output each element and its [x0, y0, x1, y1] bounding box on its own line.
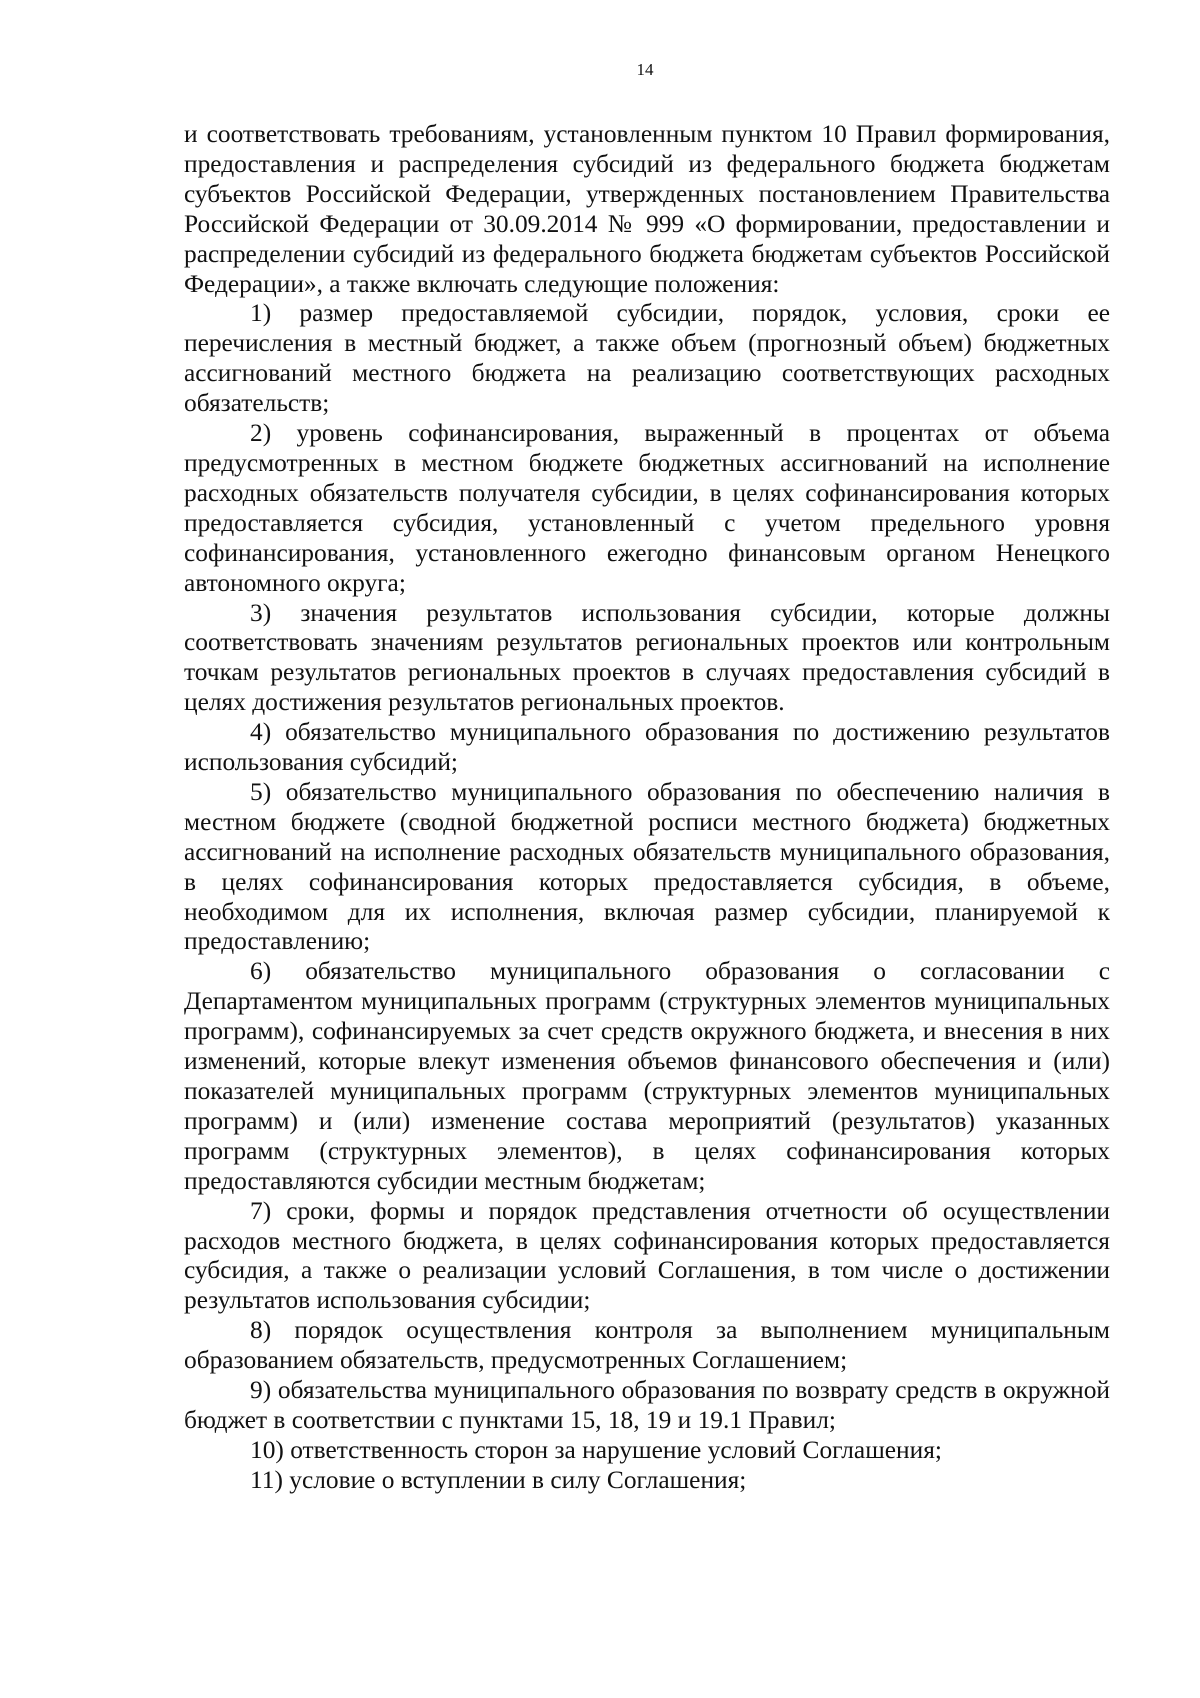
- list-item-7: 7) сроки, формы и порядок представления отчетности об осуществлении расходов местного бюджета, в целях софинансирования которых предоставляется субсидия, а также о реализации условий Соглашения, в том числе о достижении результатов использования субсидии;: [184, 1196, 1110, 1315]
- list-item-3: 3) значения результатов использования субсидии, которые должны соответствовать значениям результатов региональных проектов или контрольным точкам результатов региональных проектов в случаях предоставления субсидий в целях достижения результатов региональных проектов.: [184, 598, 1110, 717]
- list-item-4: 4) обязательство муниципального образования по достижению результатов использования субсидий;: [184, 718, 1110, 777]
- document-body: [184, 120, 1110, 1496]
- list-item-2: 2) уровень софинансирования, выраженный в процентах от объема предусмотренных в местном бюджете бюджетных ассигнований на исполнение расходных обязательств получателя субсидии, в целях софинансирования которых предоставляется субсидия, установленный с учетом предельного уровня софинансирования, установленного ежегодно финансовым органом Ненецкого автономного округа;: [184, 419, 1110, 597]
- list-item-9: 9) обязательства муниципального образования по возврату средств в окружной бюджет в соответствии с пунктами 15, 18, 19 и 19.1 Правил;: [184, 1376, 1110, 1434]
- list-item-10: 10) ответственность сторон за нарушение условий Соглашения;: [250, 1435, 942, 1464]
- intro-paragraph: и соответствовать требованиям, установленным пунктом 10 Правил формирования, предоставления и распределения субсидий из федерального бюджета бюджетам субъектов Российской Федерации, утвержденных постановлением Правительства Российской Федерации от 30.09.2014 № 999 «О формировании, предоставлении и распределении субсидий из федерального бюджета бюджетам субъектов Российской Федерации», а также включать следующие положения:: [184, 120, 1110, 298]
- list-item-11: 11) условие о вступлении в силу Соглашения;: [250, 1465, 747, 1494]
- list-item-5: 5) обязательство муниципального образования по обеспечению наличия в местном бюджете (сводной бюджетной росписи местного бюджета) бюджетных ассигнований на исполнение расходных обязательств муниципального образования, в целях софинансирования которых предоставляется субсидия, в объеме, необходимом для их исполнения, включая размер субсидии, планируемой к предоставлению;: [184, 777, 1110, 956]
- list-item-1: 1) размер предоставляемой субсидии, порядок, условия, сроки ее перечисления в местный бюджет, а также объем (прогнозный объем) бюджетных ассигнований местного бюджета на реализацию соответствующих расходных обязательств;: [184, 299, 1110, 418]
- list-item-6: 6) обязательство муниципального образования о согласовании с Департаментом муниципальных программ (структурных элементов муниципальных программ), софинансируемых за счет средств окружного бюджета, и внесения в них изменений, которые влекут изменения объемов финансового обеспечения и (или) показателей муниципальных программ (структурных элементов муниципальных программ) и (или) изменение состава мероприятий (результатов) указанных программ (структурных элементов), в целях софинансирования которых предоставляются субсидии местным бюджетам;: [184, 957, 1110, 1195]
- list-item-8: 8) порядок осуществления контроля за выполнением муниципальным образованием обязательств, предусмотренных Соглашением;: [184, 1316, 1110, 1375]
- page-number: 14: [636, 60, 654, 79]
